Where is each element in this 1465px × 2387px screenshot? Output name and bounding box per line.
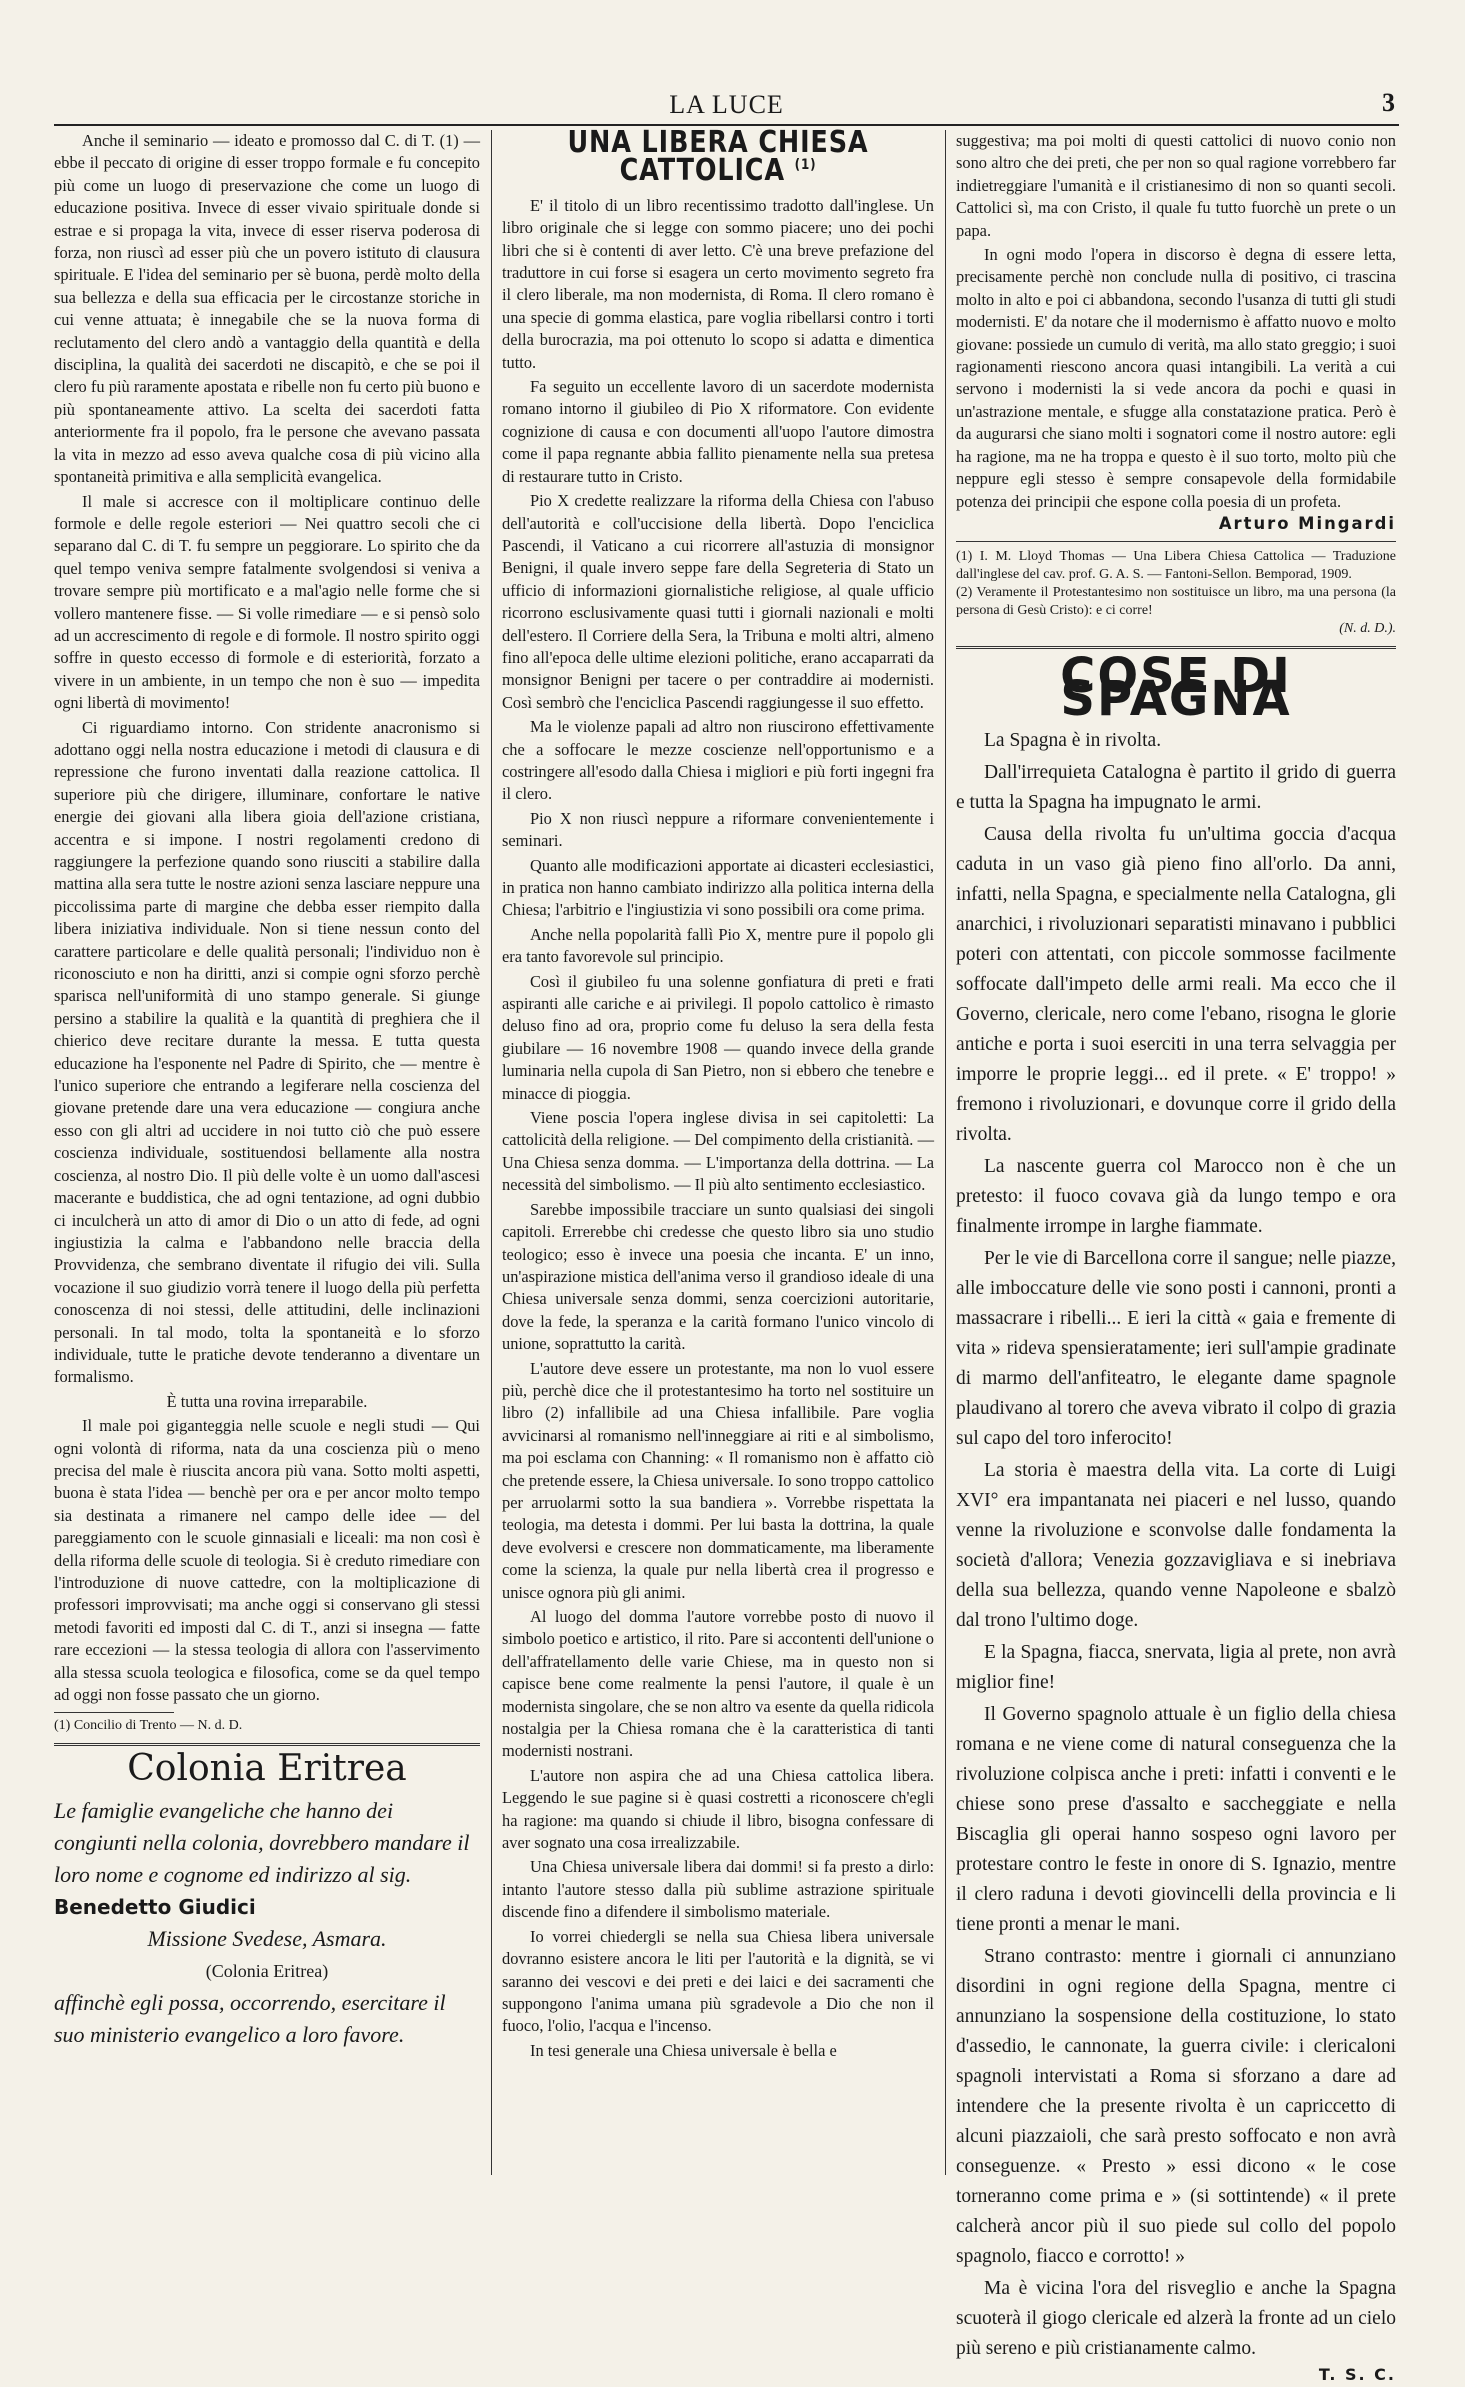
col3-footnote-3: (N. d. D.). bbox=[1339, 621, 1396, 637]
col2-paragraph-13: L'autore non aspira che ad una Chiesa cattolica libera. Leggendo le sue pagine si è quasi costretti a riconoscere ch'egli ha ragione: ma quando si chiude il libro, bisogna confessare di aver sognato una cosa irrealizzabile. bbox=[502, 1765, 934, 1853]
spagna-paragraph-9: Strano contrasto: mentre i giornali ci annunziano disordini in ogni regione della Spagna, mentre ci annunziano la sospensione della costituzione, lo stato d'assedio, le cannonate, la guerra civile: i clericaloni spagnoli intervistati a Roma si sforzano a dare ad intendere che la presente rivolta è un capriccetto di alcuni piazzaioli, che sarà presto soffocato e non avrà conseguenze. « Presto » essi dicono « le cose torneranno come prima e » (si sottintende) « il prete calcherà ancor più il suo piede sul collo del popolo spagnolo, fiacco e corrotto! » bbox=[956, 1946, 1396, 2268]
col2-paragraph-3: Pio X credette realizzare la riforma della Chiesa con l'abuso dell'autorità e coll'uccisione della libertà. Dopo l'enciclica Pascendi, il Vaticano a cui ricorrere all'astuzia di monsignor Benigni, il quale invero seppe fare della Segreteria di Stato un ufficio di informazioni giornalistiche religiose, al quale ufficio ricorrono esclusivamente quasi tutti i giornali nazionali e molti dell'estero. Il Corriere della Sera, la Tribuna e molti altri, almeno fino all'epoca delle ultime elezioni politiche, erano accaparrati da monsignor Benigni per tacere o per contraddire ai modernisti. Così sembrò che l'enciclica Pascendi raggiungesse il suo effetto. bbox=[502, 491, 934, 712]
headline-footnote-marker: (1) bbox=[794, 157, 817, 174]
signature-tsc: T. S. C. bbox=[1318, 2365, 1396, 2385]
colonia-notice bbox=[54, 1795, 480, 2051]
col2-paragraph-1: E' il titolo di un libro recentissimo tradotto dall'inglese. Un libro originale che si legge con sommo piacere; uno dei pochi libri che si è contenti di aver letto. C'è una breve prefazione del traduttore in cui forse si esagera un certo movimento segreto fra il clero liberale, ma non modernista, di Roma. Il clero romano è una specie di gomma elastica, pare voglia ribellarsi contro i torti della burocrazia, ma poi ottenuto lo scopo si adatta e dimentica tutto. bbox=[502, 195, 934, 372]
colonia-mission: Missione Svedese, Asmara. bbox=[147, 1925, 387, 1951]
spagna-paragraph-3: Causa della rivolta fu un'ultima goccia d'acqua caduta in un vaso già pieno fino all'orlo. Da anni, infatti, nella Spagna, e specialmente nella Catalogna, gli anarchici, i rivoluzionari separatisti minavano i pubblici poteri con attentati, con piccole sommosse facilmente soffocate dall'impeto delle armi reali. Ma ecco che il Governo, clericale, nero come l'ebano, risogna le glorie antiche e porta i suoi eserciti in una terra selvaggia per imporre le proprie leggi... ed il prete. « E' troppo! » fremono i rivoluzionari, e dovunque corre il grido della rivolta. bbox=[956, 824, 1396, 1146]
col2-paragraph-11: L'autore deve essere un protestante, ma non lo vuol essere più, perchè dice che il protestantesimo ha torto nel sostituire un libro (2) infallibile ad una Chiesa infallibile. Pare voglia avvicinarsi al romanismo nell'inneggiare ai riti e al simbolismo, ma poi esclama con Channing: « Il romanismo non è affatto ciò che pretende essere, la Chiesa universale. Io sono troppo cattolico per arruolarmi sotto la sua bandiera ». Vorrebbe rispettata la teologia, ma detesta i dommi. Per lui basta la dottrina, la quale deve evolversi e crescere non dommaticamente, ma liberamente come la scienza, la quale pur nella libertà crea il progresso e unisce ognora più gli animi. bbox=[502, 1358, 934, 1602]
colonia-notice-text: Le famiglie evangeliche che hanno dei congiunti nella colonia, dovrebbero mandare il loro nome e cognome ed indirizzo al sig. bbox=[54, 1797, 470, 1887]
spagna-paragraph-4: La nascente guerra col Marocco non è che un pretesto: il fuoco covava già da lungo tempo e ora finalmente irrompe in larghe fiammate. bbox=[956, 1156, 1396, 1238]
col2-paragraph-16: In tesi generale una Chiesa universale è bella e bbox=[530, 2040, 837, 2060]
footnote-rule bbox=[54, 1712, 174, 1713]
col2-paragraph-4: Ma le violenze papali ad altro non riuscirono effettivamente che a soffocare le mezze coscienze nell'opportunismo e a costringere all'esodo dalla Chiesa i migliori e più forti ingegni fra il clero. bbox=[502, 717, 934, 804]
column-1 bbox=[54, 130, 480, 2180]
col1-paragraph-3: Ci riguardiamo intorno. Con stridente anacronismo si adottano oggi nella nostra educazione i metodi di clausura e di repressione che furono inventati dalla reazione cattolica. Il superiore più che dirigere, illuminare, confortare le native energie dei giovani alla libera gioia dell'azione cristiana, accentra e si impone. I nostri regolamenti credono di raggiungere la perfezione quando sono riusciti a stabilire dalla mattina alla sera tutte le nostre azioni senza lasciare neppure una piccolissima parte di margine che debba esser riempito dalla libera iniziativa individuale. Non si tiene nessun conto del carattere particolare e delle qualità personali; l'individuo non è riconosciuto e non ha diritti, anzi si compie ogni sforzo perchè sparisca nell'uniformità di uno stampo generale. Si giunge persino a stabilire la qualità e la quantità di preghiera che il chierico deve recitare durante la messa. E tutta questa educazione ha l'esponente nel Padre di Spirito, che — mentre è l'unico superiore che entrando a legiferare nella coscienza del giovane pretende dare una vera educazione — congiura anche esso con gli altri ad uccidere in noi tutto ciò che può essere coscienza individuale, sostituendosi bellamente alla nostra coscienza, al nostro Dio. Il più delle volte è un uomo dall'ascesi macerante e buddistica, che ad ogni tentazione, ad ogni dubbio ci inculcherà un atto di amor di Dio o un atto di fede, ad ogni ingiustizia la calma e l'abbandono nelle braccia della Provvidenza, che sembrano diventate il rifugio dei vili. Sulla vocazione il suo giudizio vorrà tenere il luogo della più perfetta conoscenza di noi stessi, delle attitudini, delle inclinazioni personali. In tal modo, tolta la spontaneità e lo sforzo individuale, tutte le pratiche devote tenderanno a diventare un formalismo. bbox=[54, 717, 480, 1387]
col2-paragraph-7: Anche nella popolarità fallì Pio X, mentre pure il popolo gli era tanto favorevole sul principio. bbox=[502, 924, 934, 967]
column-divider-2 bbox=[945, 130, 946, 2175]
cose-di-spagna-article bbox=[956, 726, 1396, 2364]
footnote-divider bbox=[956, 541, 1396, 542]
col1-footnote: (1) Concilio di Trento — N. d. D. bbox=[54, 1718, 243, 1734]
col1-paragraph-5: Il male poi giganteggia nelle scuole e negli studi — Qui ogni volontà di riforma, nata da una coscienza più o meno precisa del male è riuscita ancora più vana. Sotto molti aspetti, buona è stata l'idea — benchè per ora e per ancor molto tempo sia destinata a rimanere nel campo delle idee — del pareggiamento con le scuole ginnasiali e liceali: ma non così è della riforma delle scuole di teologia. Si è creduto rimediare con l'introduzione di nuove cattedre, con la moltiplicazione di professori improvvisati; ma anche oggi si conservano gli stessi metodi favoriti ed imposti dal C. di T., anzi si insegna — fatte rare eccezioni — la stessa teologia di allora con l'asservimento alla stessa scuola teologica e filosofica, come se da quel tempo ad oggi non fosse passato che un giorno. bbox=[54, 1416, 480, 1705]
spagna-paragraph-2: Dall'irrequieta Catalogna è partito il grido di guerra e tutta la Spagna ha impugnato le armi. bbox=[956, 762, 1396, 814]
col1-paragraph-1: Anche il seminario — ideato e promosso dal C. di T. (1) — ebbe il peccato di origine di esser troppo formale e fu concepito più come un luogo di preservazione che come un luogo di educazione positiva. Invece di esser vivaio spirituale donde si estrae e si propaga la vita, invece di esser riserva poderosa di forza, non riuscì ad esser più che un povero istituto di clausura spirituale. E l'idea del seminario per sè buona, perdè molto della sua bellezza e della sua efficacia per le circostanze storiche in cui venne attuata; è innegabile che se la nuova forma di reclutamento del clero andò a vantaggio della quantità e della disciplina, la qualità dei sacerdoti ne discapitò, e che se poi il clero fu più raramente apostata e ribelle non fu certo più buono e più spontaneamente attivo. La scelta dei sacerdoti fatta anteriormente fra il popolo, fra le persone che avevano passata la vita in mezzo ad esso aveva qualche cosa di più vicino alla spontaneità primitiva e alla semplicità evangelica. bbox=[54, 131, 480, 487]
spagna-paragraph-1: La Spagna è in rivolta. bbox=[984, 730, 1162, 752]
col3-footnote-1: (1) I. M. Lloyd Thomas — Una Libera Chiesa Cattolica — Traduzione dall'inglese del cav. prof. G. A. S. — Fantoni-Sellon. Bemporad, 1909. bbox=[956, 549, 1396, 583]
col1-paragraph-2: Il male si accresce con il moltiplicare continuo delle formole e delle regole esteriori — Nei quattro secoli che ci separano dal C. di T. fu sempre un peggiorare. Lo spirito che da quel tempo veniva sempre fatalmente svolgendosi si veniva a trovare sempre più mortificato e a mal'agio nelle forme che si vollero mantenere fisse. — Si volle rimediare — e si pensò solo ad un accrescimento di regole e di formole. Il nostro spirito oggi soffre in questo eccesso di formole e di esteriorità, forzato a vivere in un ambiente, in un tempo che non è suo — impedita ogni libertà di movimento! bbox=[54, 491, 480, 713]
col2-paragraph-2: Fa seguito un eccellente lavoro di un sacerdote modernista romano intorno il giubileo di Pio X riformatore. Con evidente cognizione di causa e con documenti all'uopo l'autore dimostra come il papa regnante abbia fallito pienamente nella sua pretesa di restaurare tutto in Cristo. bbox=[502, 377, 934, 486]
col3-footnote-2: (2) Veramente il Protestantesimo non sostituisce un libro, ma una persona (la persona di Gesù Cristo): e ci corre! bbox=[956, 585, 1396, 619]
spagna-paragraph-6: La storia è maestra della vita. La corte di Luigi XVI° era impantanata nei piaceri e nel lusso, quando venne la rivoluzione e sconvolse dalle fondamenta la società d'allora; Venezia gozzavigliava e si inebriava della sua bellezza, quando venne Napoleone e sbalzò dal trono l'ultimo doge. bbox=[956, 1460, 1396, 1632]
col2-paragraph-12: Al luogo del domma l'autore vorrebbe posto di nuovo il simbolo poetico e artistico, il rito. Pare si accontenti dell'unione o dell'affratellamento delle varie Chiese, ma in questo non si capisce bene come realmente la pensi l'autore, il quale è un modernista singolare, che se non altro va esente da quella ridicola nostalgia per la Chiesa romana che è la caratteristica di tanti modernisti nostrani. bbox=[502, 1607, 934, 1761]
col2-paragraph-14: Una Chiesa universale libera dai dommi! si fa presto a dirlo: intanto l'autore stesso dalla più sublime astrazione spirituale discende fino a difendere il simbolismo materiale. bbox=[502, 1857, 934, 1922]
col2-paragraph-8: Così il giubileo fu una solenne gonfiatura di preti e frati aspiranti alle cariche e ai privilegi. Il popolo cattolico è rimasto deluso fino ad ora, proprio come fu deluso la sera della festa giubilare — 16 novembre 1908 — quando invece della grande luminaria nella cupola di San Pietro, non si ebbero che tenebre e minacce di pioggia. bbox=[502, 971, 934, 1103]
section-divider bbox=[54, 1743, 480, 1746]
col2-paragraph-15: Io vorrei chiedergli se nella sua Chiesa libera universale dovranno esistere ancora le liti per l'autorità e la dignità, se vi saranno dei vescovi e dei preti e dei laici e dei sacramenti che suppongono l'anima umana più sgradevole a Dio che non il fuoco, l'olio, l'acqua e l'incenso. bbox=[502, 1926, 934, 2036]
spagna-paragraph-10: Ma è vicina l'ora del risveglio e anche la Spagna scuoterà il giogo clericale ed alzerà la fronte ad un cielo più sereno e più cristianamente calmo. bbox=[956, 2278, 1396, 2360]
article-headline bbox=[534, 125, 901, 189]
newspaper-title: LA LUCE bbox=[669, 90, 784, 119]
spagna-paragraph-7: E la Spagna, fiacca, snervata, ligia al prete, non avrà miglior fine! bbox=[956, 1642, 1396, 1694]
page-number: 3 bbox=[1382, 88, 1395, 117]
headline-text: UNA LIBERA CHIESA CATTOLICA bbox=[567, 125, 869, 189]
col2-paragraph-10: Sarebbe impossibile tracciare un sunto qualsiasi dei singoli capitoli. Errerebbe chi credesse che questo libro sia uno studio teologico; esso è invece una poesia che incanta. E' un inno, un'aspirazione mistica dell'anima verso il grandioso ideale di una Chiesa universale senza dommi, senza coercizioni autoritarie, dove la fede, la speranza e la carità formano l'unico vincolo di unione, soprattutto la carità. bbox=[502, 1199, 934, 1354]
col2-paragraph-6: Quanto alle modificazioni apportate ai dicasteri ecclesiastici, in pratica non hanno cambiato indirizzo alla politica interna della Chiesa; l'arbitrio e l'ingiustizia vi sono possibili ora come prima. bbox=[502, 855, 934, 920]
spagna-paragraph-5: Per le vie di Barcellona corre il sangue; nelle piazze, alle imboccature delle vie sono posti i cannoni, pronti a massacrare i ribelli... E ieri la città « gaia e fremente di vita » rideva spensieratamente; ieri sull'ampie gradinate di marmo dell'anfiteatro, le elegante dame spagnole plaudivano al torero che aveva vibrato il colpo di grazia sul capo del toro inferocito! bbox=[956, 1248, 1396, 1450]
spagna-paragraph-8: Il Governo spagnolo attuale è un figlio della chiesa romana e ne viene come di natural conseguenza che la rivoluzione colpisca anche i preti: infatti i conventi e le chiese sono prese d'assalto e saccheggiate e nella Biscaglia gli operai hanno sospeso ogni lavoro per protestare contro le feste in onore di S. Ignazio, mentre il clero raduna i devoti giovincelli della provincia e li tiene pronti a menar le mani. bbox=[956, 1704, 1396, 1936]
column-divider-1 bbox=[491, 130, 492, 2175]
col3-paragraph-1: suggestiva; ma poi molti di questi cattolici di nuovo conio non sono altro che dei preti, che per non so qual ragione vorrebbero far indietreggiare l'umanità e il cristianesimo di non so quanti secoli. Cattolici sì, ma con Cristo, il quale fu tutto fuorchè un prete o un papa. bbox=[956, 131, 1396, 240]
colonia-purpose: affinchè egli possa, occorrendo, esercitare il suo ministerio evangelico a loro favore. bbox=[54, 1989, 446, 2047]
column-2 bbox=[502, 125, 934, 2180]
masthead bbox=[54, 88, 1399, 126]
col3-paragraph-2: In ogni modo l'opera in discorso è degna di essere letta, precisamente perchè non conclude nulla di positivo, ci trascina molto in alto e poi ci abbandona, secondo l'usanza di tutti gli studi modernisti. E' da notare che il modernismo è affatto nuovo e molto giovane: possiede un cumulo di verità, ma allo stato greggio; i suoi ragionamenti riescono ancora quasi intangibili. La verità a cui servono i modernisti la si vede ancora da pochi e quasi in un'astrazione mentale, e sfugge alla constatazione pratica. Però è da augurarsi che siano molti i sognatori come il nostro autore: egli ha ragione, ma ne ha troppa e questo è il suo torto, molto più che neppure egli stesso è sempre consapevole della formidabile potenza dei principii che espone colla poesia di un profeta. bbox=[956, 245, 1396, 511]
column-3 bbox=[956, 130, 1396, 2385]
col2-paragraph-5: Pio X non riuscì neppure a riformare convenientemente i seminari. bbox=[502, 808, 934, 851]
signature-arturo-mingardi: Arturo Mingardi bbox=[1218, 513, 1396, 533]
col2-paragraph-9: Viene poscia l'opera inglese divisa in sei capitoletti: La cattolicità della religione. — Del compimento della cristianità. — Una Chiesa senza domma. — L'importanza della dottrina. — La necessità del simbolismo. — Il più alto sentimento ecclesiastico. bbox=[502, 1108, 934, 1195]
cose-di-spagna-title: COSE DI SPAGNA bbox=[1060, 648, 1292, 727]
colonia-region: (Colonia Eritrea) bbox=[205, 1960, 329, 1981]
col1-paragraph-4: È tutta una rovina irreparabile. bbox=[166, 1391, 368, 1411]
colonia-contact-name: Benedetto Giudici bbox=[54, 1894, 256, 1919]
colonia-eritrea-title: Colonia Eritrea bbox=[127, 1748, 407, 1790]
